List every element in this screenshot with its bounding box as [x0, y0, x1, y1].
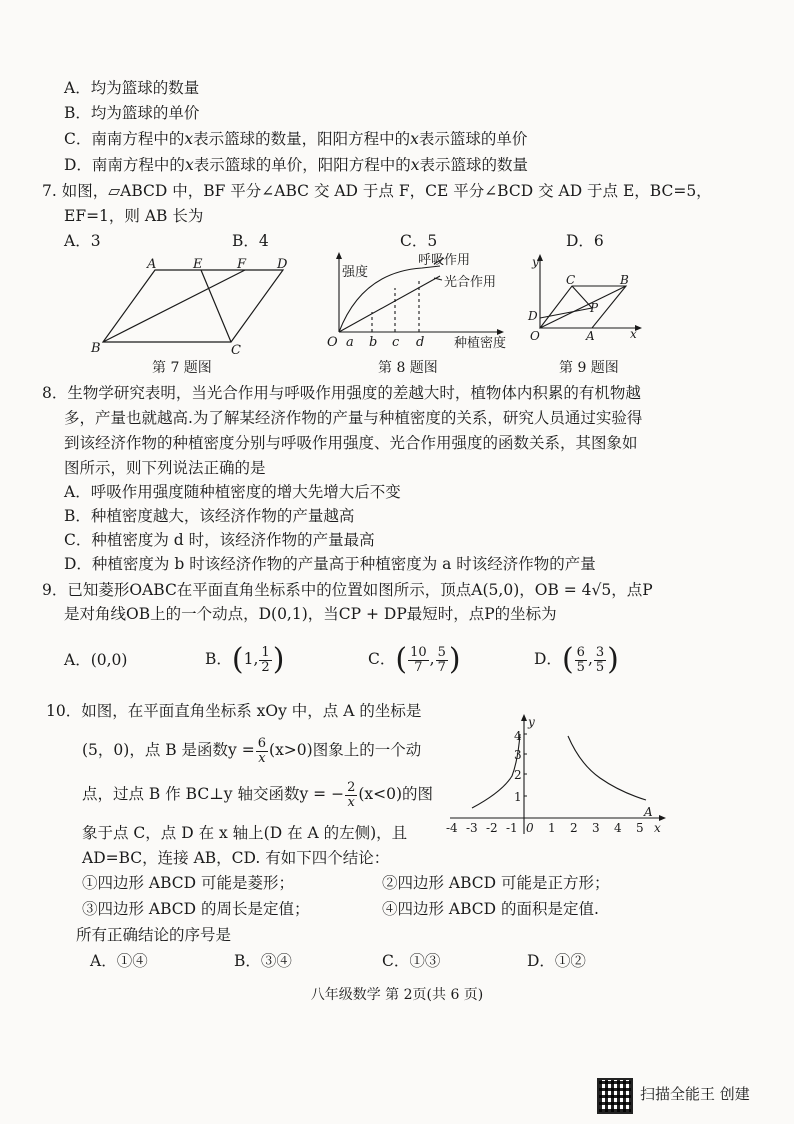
q7-option-a: A．3 — [64, 232, 101, 250]
q8-option-b: B．种植密度越大，该经济作物的产量越高 — [64, 507, 355, 525]
page-footer: 八年级数学 第 2页(共 6 页) — [310, 987, 484, 1003]
q10-conclusion-2: ②四边形 ABCD 可能是正方形； — [382, 874, 610, 892]
graph10-xtick-m2: -2 — [486, 821, 498, 835]
figure-9-caption: 第 9 题图 — [559, 360, 619, 376]
fig8-tick-b: b — [369, 335, 378, 350]
curve-negative-branch — [472, 734, 520, 808]
fig8-tick-c: c — [392, 335, 400, 350]
graph10-ytick-4: 4 — [514, 729, 522, 743]
q10-option-b: B．③④ — [234, 952, 292, 970]
fig8-ylabel: 强度 — [342, 265, 369, 280]
q10-stem-line1: 10．如图，在平面直角坐标系 xOy 中，点 A 的坐标是 — [46, 702, 422, 720]
graph10-xtick-m3: -3 — [466, 821, 478, 835]
figure-10-hyperbola-graph — [440, 712, 670, 838]
q10-stem-line3: 点，过点 B 作 BC⊥y 轴交函数y = − $\frac{2}{x}$ (x<0)的图 — [82, 779, 434, 810]
q8-option-a: A．呼吸作用强度随种植密度的增大先增大后不变 — [64, 483, 401, 501]
graph10-point-a: A — [644, 805, 653, 819]
fig9-label-o: O — [530, 329, 540, 343]
graph10-xlabel: x — [654, 821, 661, 835]
q6-option-a: A．均为篮球的数量 — [64, 79, 200, 97]
fig9-label-y: y — [532, 255, 539, 269]
fig8-tick-d: d — [416, 335, 425, 350]
graph10-ytick-1: 1 — [514, 790, 522, 804]
fig7-label-f: F — [237, 257, 247, 272]
q7-stem-line1: 7. 如图，▱ABCD 中，BF 平分∠ABC 交 AD 于点 F，CE 平分∠BCD 交 AD 于点 E，BC=5， — [42, 182, 712, 200]
fig7-label-d: D — [277, 257, 288, 272]
q8-stem-line1: 8．生物学研究表明，当光合作用与呼吸作用强度的差越大时，植物体内积累的有机物越 — [42, 384, 641, 402]
fig8-tick-a: a — [346, 335, 354, 350]
graph10-ytick-3: 3 — [514, 748, 522, 762]
q10-stem-line4: 象于点 C，点 D 在 x 轴上(D 在 A 的左侧)，且 — [82, 824, 408, 842]
fig7-label-e: E — [193, 257, 203, 272]
q10-stem-line5: AD=BC，连接 AB，CD. 有如下四个结论： — [82, 849, 390, 867]
q6-option-d: D．南南方程中的x表示篮球的单价，阳阳方程中的x表示篮球的数量 — [64, 156, 528, 174]
fig7-label-a: A — [147, 257, 157, 272]
q8-stem-line2: 多，产量也就越高.为了解某经济作物的产量与种植密度的关系，研究人员通过实验得 — [64, 409, 643, 427]
fig9-label-p: P — [590, 301, 599, 315]
q9-stem-line2: 是对角线OB上的一个动点，D(0,1)，当CP + DP最短时，点P的坐标为 — [64, 605, 557, 623]
fig9-label-d: D — [528, 309, 538, 323]
q9-option-a: A．(0,0) — [64, 651, 128, 669]
fig8-curve-photosynthesis: 光合作用 — [444, 275, 497, 290]
graph10-xtick-0: 0 — [526, 821, 534, 835]
graph10-xtick-3: 3 — [592, 821, 600, 835]
fig9-label-b: B — [620, 273, 629, 287]
graph10-xtick-1: 1 — [548, 821, 556, 835]
figure-9-rhombus — [526, 252, 646, 352]
q7-option-b: B．4 — [232, 232, 269, 250]
figure-8-graph — [322, 250, 507, 350]
q10-conclusion-3: ③四边形 ABCD 的周长是定值； — [82, 900, 310, 918]
q10-conclusion-4: ④四边形 ABCD 的面积是定值. — [382, 900, 599, 918]
scanner-watermark: 扫描全能王 创建 — [640, 1085, 750, 1103]
q6-option-b: B．均为篮球的单价 — [64, 104, 200, 122]
q10-option-c: C．①③ — [382, 952, 441, 970]
q8-stem-line3: 到该经济作物的种植密度分别与呼吸作用强度、光合作用强度的函数关系，其图象如 — [64, 434, 638, 452]
q7-option-c: C．5 — [400, 232, 438, 250]
q6-option-c: C．南南方程中的x表示篮球的数量，阳阳方程中的x表示篮球的单价 — [64, 130, 528, 148]
q8-option-c: C．种植密度为 d 时，该经济作物的产量最高 — [64, 531, 375, 549]
graph10-ylabel: y — [528, 715, 535, 729]
q10-stem-line8: 所有正确结论的序号是 — [76, 926, 232, 944]
q9-option-c: C．( $\frac{10}{7}$ , $\frac{5}{7}$ ) — [368, 642, 461, 677]
q8-option-d: D．种植密度为 b 时该经济作物的产量高于种植密度为 a 时该经济作物的产量 — [64, 555, 596, 573]
graph10-ytick-2: 2 — [514, 768, 522, 782]
q10-stem-line2: (5，0)，点 B 是函数y = $\frac{6}{x}$ (x>0)图象上的一个动 — [82, 735, 422, 766]
fig8-curve-respiration: 呼吸作用 — [418, 253, 471, 268]
graph10-xtick-5: 5 — [636, 821, 644, 835]
q7-stem-line2: EF=1，则 AB 长为 — [64, 207, 204, 225]
graph10-xtick-4: 4 — [614, 821, 622, 835]
curve-positive-branch — [568, 736, 646, 800]
fig8-xlabel: 种植密度 — [454, 336, 507, 350]
fig9-label-c: C — [566, 273, 576, 287]
graph10-xtick-m1: -1 — [506, 821, 518, 835]
q7-option-d: D．6 — [566, 232, 604, 250]
graph10-xtick-m4: -4 — [446, 821, 458, 835]
fig7-label-c: C — [231, 343, 241, 356]
figure-7-parallelogram — [85, 256, 300, 356]
fig9-label-a: A — [586, 329, 595, 343]
figure-7-caption: 第 7 题图 — [152, 360, 212, 376]
q10-option-d: D．①② — [527, 952, 586, 970]
q8-stem-line4: 图所示，则下列说法正确的是 — [64, 459, 266, 477]
q9-option-d: D．( $\frac{6}{5}$ , $\frac{3}{5}$ ) — [534, 642, 619, 677]
graph10-xtick-2: 2 — [570, 821, 578, 835]
fig9-label-x: x — [630, 327, 637, 341]
qr-code-icon — [597, 1078, 633, 1114]
q9-stem-line1: 9．已知菱形OABC在平面直角坐标系中的位置如图所示，顶点A(5,0)，OB = 4√5，点P — [42, 581, 653, 599]
q10-option-a: A．①④ — [90, 952, 148, 970]
figure-8-caption: 第 8 题图 — [378, 360, 438, 376]
q9-option-b: B．(1, $\frac{1}{2}$ ) — [205, 642, 285, 677]
q10-conclusion-1: ①四边形 ABCD 可能是菱形； — [82, 874, 295, 892]
fig8-tick-o: O — [327, 335, 338, 350]
fig7-label-b: B — [91, 341, 101, 356]
